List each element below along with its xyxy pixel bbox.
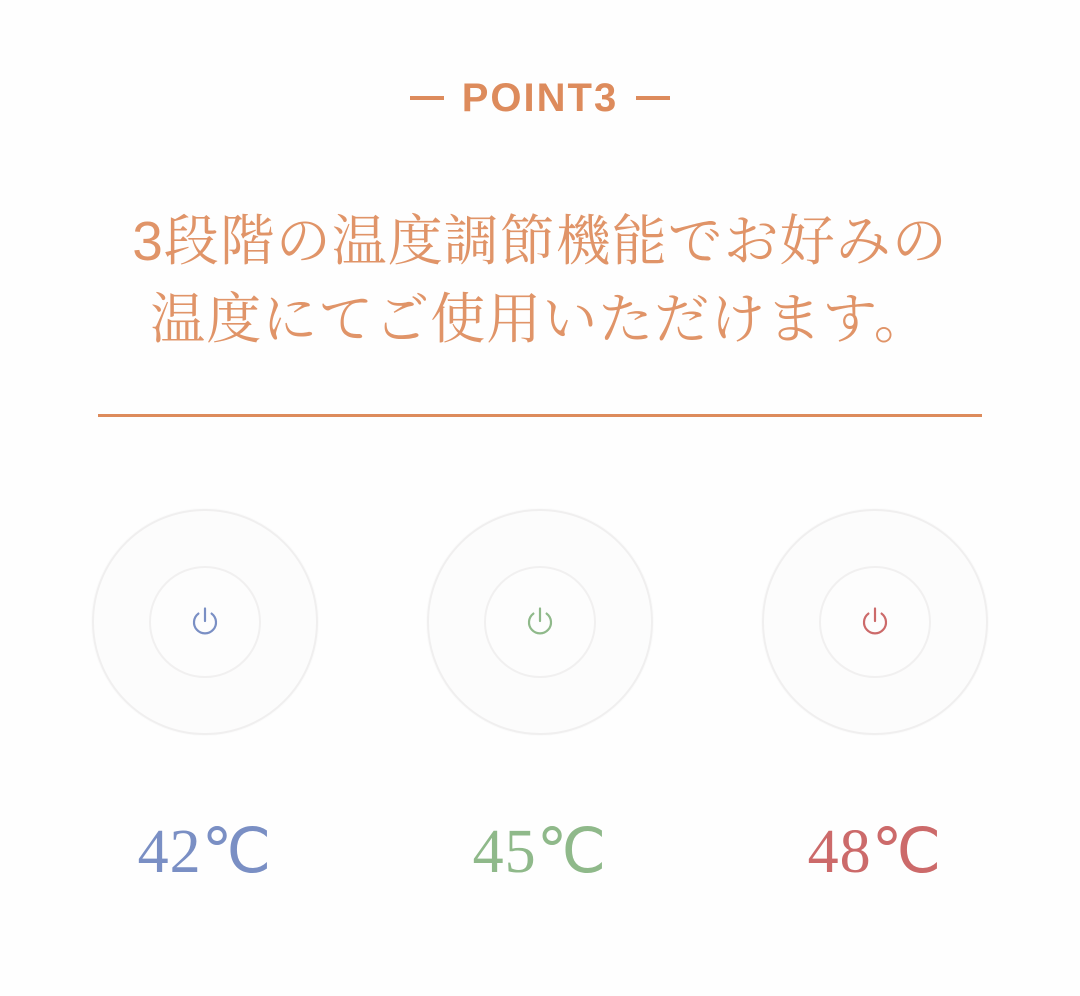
dash-right-icon [636, 96, 670, 100]
dial-button-3[interactable] [762, 509, 988, 735]
power-icon [860, 606, 890, 638]
page-title [90, 202, 990, 358]
temperature-level-3 [760, 509, 990, 887]
section-eyebrow [410, 78, 670, 118]
headline-line-2: 温度にてご使用いただけます。 [150, 288, 930, 351]
dial-button-1[interactable] [92, 509, 318, 735]
dial-button-2[interactable] [427, 509, 653, 735]
power-icon [525, 606, 555, 638]
eyebrow-label: POINT3 [461, 76, 619, 120]
dial-inner-2[interactable] [484, 566, 596, 678]
temperature-label-3: 48℃ [807, 818, 943, 887]
temperature-label-1: 42℃ [137, 818, 273, 887]
temperature-level-1 [90, 509, 320, 887]
dash-left-icon [410, 96, 444, 100]
temperature-levels [90, 509, 990, 887]
divider [98, 414, 982, 417]
power-icon [190, 606, 220, 638]
headline-line-1: 3段階の温度調節機能でお好みの [132, 210, 948, 272]
temperature-label-2: 45℃ [472, 818, 608, 887]
dial-inner-1[interactable] [149, 566, 261, 678]
temperature-level-2 [425, 509, 655, 887]
dial-inner-3[interactable] [819, 566, 931, 678]
